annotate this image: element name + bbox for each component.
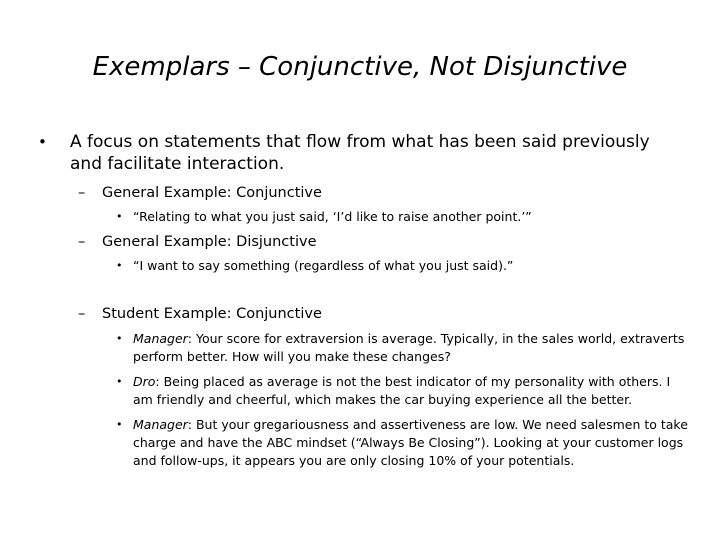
main-bullet — [38, 131, 678, 175]
dash-icon: – — [78, 306, 86, 322]
slide-title: Exemplars – Conjunctive, Not Disjunctive — [92, 52, 628, 82]
dialogue-content: : Your score for extraversion is average. Typically, in the sales world, extraverts perform better. How will you make these changes? — [133, 331, 685, 364]
speaker-name: Manager — [133, 417, 188, 432]
subheading-general-disjunctive — [78, 232, 678, 252]
subheading-student-conjunctive — [78, 304, 678, 324]
bullet-icon: • — [38, 133, 47, 151]
dash-icon: – — [78, 234, 86, 250]
speaker-name: Manager — [133, 331, 188, 346]
dialogue-line — [116, 416, 688, 470]
speaker-name: Dro — [133, 374, 156, 389]
dialogue-line — [116, 373, 688, 409]
dialogue-content: : But your gregariousness and assertiveness are low. We need salesmen to take charge and have the ABC mindset (“Always Be Closing”). Looking at your customer logs and follow-ups, it appears you are only closing 10% of your potentials. — [133, 417, 688, 468]
subheading-text: Student Example: Conjunctive — [102, 306, 322, 322]
bullet-icon: • — [116, 332, 123, 345]
bullet-icon: • — [116, 375, 123, 388]
dash-icon: – — [78, 185, 86, 201]
subheading-text: General Example: Disjunctive — [102, 234, 317, 250]
dialogue-text — [133, 416, 688, 470]
dialogue-text — [133, 373, 688, 409]
main-bullet-text: A focus on statements that flow from what has been said previously and facilitate interaction. — [70, 132, 650, 174]
dialogue-content: : Being placed as average is not the best indicator of my personality with others. I am friendly and cheerful, which makes the car buying experience all the better. — [133, 374, 671, 407]
example-general-conjunctive — [116, 208, 688, 226]
example-general-disjunctive — [116, 257, 688, 275]
subheading-general-conjunctive — [78, 183, 678, 203]
dialogue-line — [116, 330, 688, 366]
dialogue-text — [133, 330, 688, 366]
bullet-icon: • — [116, 210, 123, 223]
example-text: “Relating to what you just said, ‘I’d like to raise another point.’” — [133, 209, 532, 224]
bullet-icon: • — [116, 418, 123, 431]
example-text: “I want to say something (regardless of what you just said).” — [133, 258, 514, 273]
subheading-text: General Example: Conjunctive — [102, 185, 322, 201]
bullet-icon: • — [116, 259, 123, 272]
